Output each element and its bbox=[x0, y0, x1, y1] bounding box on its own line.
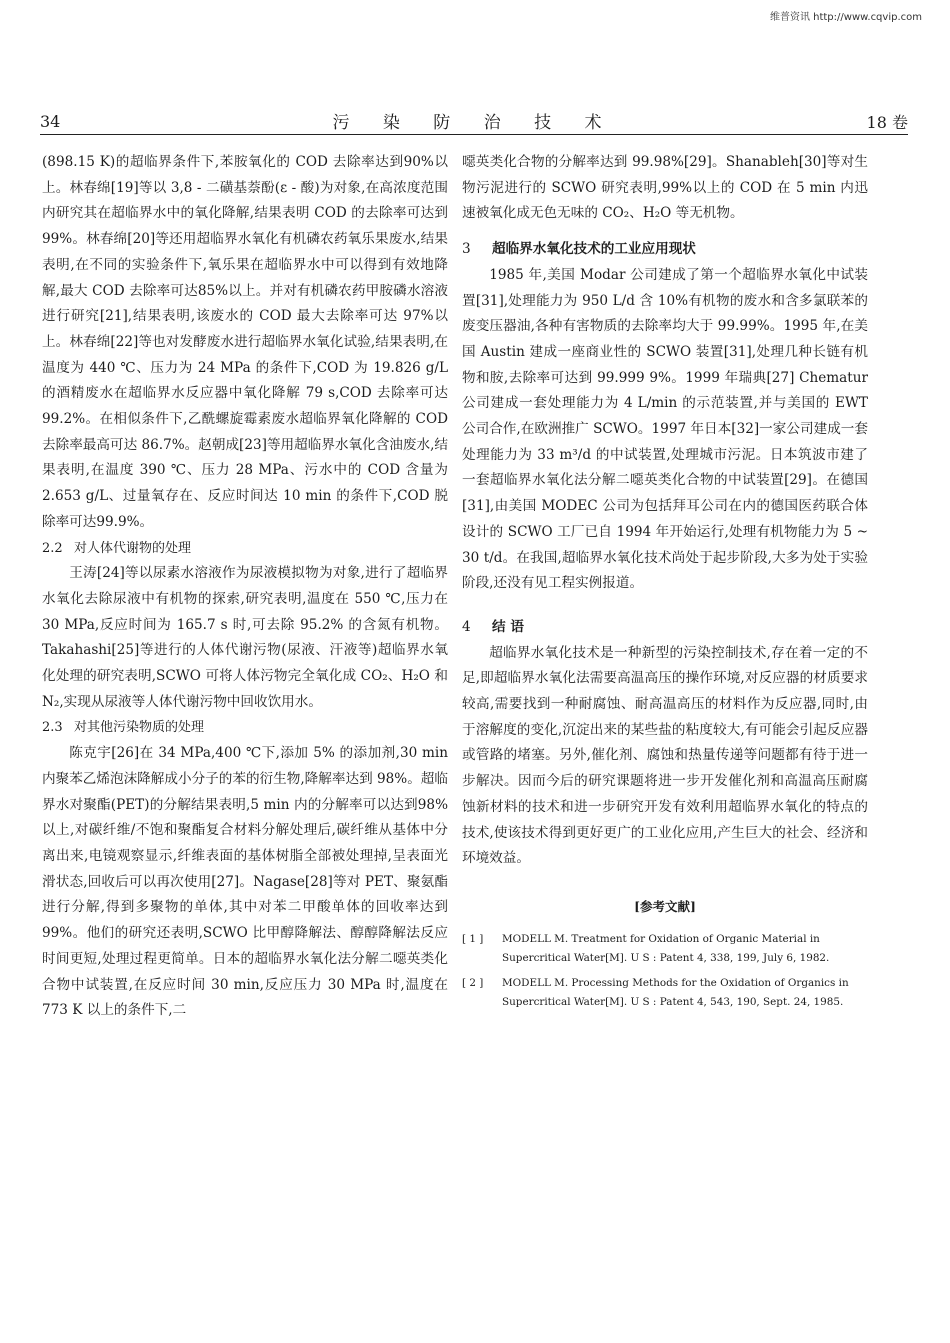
paragraph: 噁英类化合物的分解率达到 99.98%[29]。Shanableh[30]等对生物污泥进行的 SCWO 研究表明,99%以上的 COD 在 5 min 内迅速被氧化成无色无味的 CO₂、H₂O 等无机物。 bbox=[462, 154, 868, 222]
reference-item bbox=[462, 974, 868, 1012]
paragraph: 陈克宇[26]在 34 MPa,400 ℃下,添加 5% 的添加剂,30 min 内聚苯乙烯泡沫降解成小分子的苯的衍生物,降解率达到 98%。超临界水对聚酯(PET)的分解结果表明,5 min 内的分解率可以达到98%以上,对碳纤维/不饱和聚酯复合材料分解处理后,碳纤维从基体中分离出来,电镜观察显示,纤维表面的基体树脂全部被处理掉,呈表面光滑状态,回收后可以再次使用[27]。Nagase[28]等对 PET、聚氨酯进行分解,得到多聚物的单体,其中对苯二甲酸单体的回收率达到 99%。他们的研究还表明,SCWO 比甲醇降解法、醇醇降解法反应时间更短,处理过程更简单。日本的超临界水氧化法分解二噁英类化合物中试装置,在反应时间 30 min,反应压力 30 MPa 时,温度在 773 K 以上的条件下,二 bbox=[42, 745, 448, 1019]
left-column bbox=[42, 150, 448, 1024]
section-title: 超临界水氧化技术的工业应用现状 bbox=[492, 241, 696, 258]
reference-number: [ 2 ] bbox=[462, 976, 484, 989]
reference-number: [ 1 ] bbox=[462, 932, 484, 945]
subsection-title: 对人体代谢物的处理 bbox=[74, 540, 192, 556]
subsection-title: 对其他污染物质的处理 bbox=[74, 720, 205, 736]
paragraph: (898.15 K)的超临界条件下,苯胺氧化的 COD 去除率达到90%以上。林春绵[19]等以 3,8 - 二磺基萘酚(ε - 酸)为对象,在高浓度范围内研究其在超临界水中的氧化降解,结果表明 COD 的去除率可达到99%。林春绵[20]等还用超临界水氧化有机磷农药氧乐果废水,结果表明,在不同的实验条件下,氧乐果在超临界水中可以得到有效地降解,最大 COD 去除率可达85%以上。并对有机磷农药甲胺磷水溶液进行研究[21],结果表明,该废水的 COD 最大去除率可达 97%以上。林春绵[22]等也对发酵废水进行超临界水氧化试验,结果表明,在温度为 440 ℃、压力为 24 MPa 的条件下,COD 为 19.826 g/L 的酒精废水在超临界水反应器中氧化降解 79 s,COD 去除率可达 99.2%。在相似条件下,乙酰螺旋霉素废水超临界氧化降解的 COD 去除率最高可达 86.7%。赵朝成[23]等用超临界水氧化含油废水,结果表明,在温度 390 ℃、压力 28 MPa、污水中的 COD 含量为 2.653 g/L、过量氧存在、反应时间达 10 min 的条件下,COD 脱除率可达99.9%。 bbox=[42, 154, 448, 530]
paragraph: 1985 年,美国 Modar 公司建成了第一个超临界水氧化中试装置[31],处理能力为 950 L/d 含 10%有机物的废水和含多氯联苯的废变压器油,各种有害物质的去除率均大于 99.99%。1995 年,在美国 Austin 建成一座商业性的 SCWO 装置[31],处理几种长链有机物和胺,去除率可达到 99.999 9%。1999 年瑞典[27] Chematur 公司建成一套处理能力为 4 L/min 的示范装置,并与美国的 EWT 公司合作,在欧洲推广 SCWO。1997 年日本[32]一家公司建成一套处理能力为 33 m³/d 的中试装置,处理城市污泥。日本筑波市建了一套超临界水氧化法分解二噁英类化合物的中试装置[29]。在德国[31],由美国 MODEC 公司为包括拜耳公司在内的德国医药联合体设计的 SCWO 工厂已自 1994 年开始运行,处理有机物能力为 5 ~ 30 t/d。在我国,超临界水氧化技术尚处于起步阶段,大多为处于实验阶段,还没有见工程实例报道。 bbox=[462, 266, 868, 592]
reference-item bbox=[462, 930, 868, 968]
subsection-heading bbox=[42, 715, 448, 741]
journal-title: 污 染 防 治 技 术 bbox=[332, 113, 616, 133]
subsection-number: 2.3 bbox=[42, 720, 63, 736]
section-number: 4 bbox=[462, 618, 471, 635]
section-number: 3 bbox=[462, 241, 471, 258]
subsection-number: 2.2 bbox=[42, 540, 63, 556]
watermark: 维普资讯 http://www.cqvip.com bbox=[769, 12, 922, 23]
volume-label: 18 卷 bbox=[866, 113, 908, 132]
page-header bbox=[40, 106, 908, 135]
references-title: [参考文献] bbox=[634, 898, 696, 914]
section-heading bbox=[462, 615, 868, 641]
paragraph: 王涛[24]等以尿素水溶液作为尿液模拟物为对象,进行了超临界水氧化去除尿液中有机物的探索,研究表明,温度在 550 ℃,压力在 30 MPa,反应时间为 165.7 s 时,可去除 95.2% 的含氮有机物。Takahashi[25]等进行的人体代谢污物(尿液、汗液等)超临界水氧化处理的研究表明,SCWO 可将人体污物完全氧化成 CO₂、H₂O 和 N₂,实现从尿液等人体代谢污物中回收饮用水。 bbox=[42, 565, 448, 710]
right-column bbox=[462, 150, 868, 1018]
section-heading bbox=[462, 237, 868, 263]
paragraph: 超临界水氧化技术是一种新型的污染控制技术,存在着一定的不足,即超临界水氧化法需要高温高压的操作环境,对反应器的材质要求较高,需要找到一种耐腐蚀、耐高温高压的材料作为反应器,同时,由于溶解度的变化,沉淀出来的某些盐的粘度较大,有可能会引起反应器或管路的堵塞。另外,催化剂、腐蚀和热量传递等问题都有待于进一步解决。因而今后的研究课题将进一步开发催化剂和高温高压耐腐蚀新材料的技术和进一步研究开发有效利用超临界水氧化的特点的技术,使该技术得到更好更广的工业化应用,产生巨大的社会、经济和环境效益。 bbox=[462, 644, 868, 867]
section-title: 结 语 bbox=[492, 618, 524, 635]
subsection-heading bbox=[42, 536, 448, 562]
reference-text: MODELL M. Treatment for Oxidation of Organic Material in Supercritical Water[M]. U S : Patent 4, 338, 199, July 6, 1982. bbox=[502, 932, 830, 964]
reference-text: MODELL M. Processing Methods for the Oxidation of Organics in Supercritical Water[M]. U S : Patent 4, 543, 190, Sept. 24, 1985. bbox=[502, 976, 849, 1008]
page-number: 34 bbox=[40, 112, 61, 131]
